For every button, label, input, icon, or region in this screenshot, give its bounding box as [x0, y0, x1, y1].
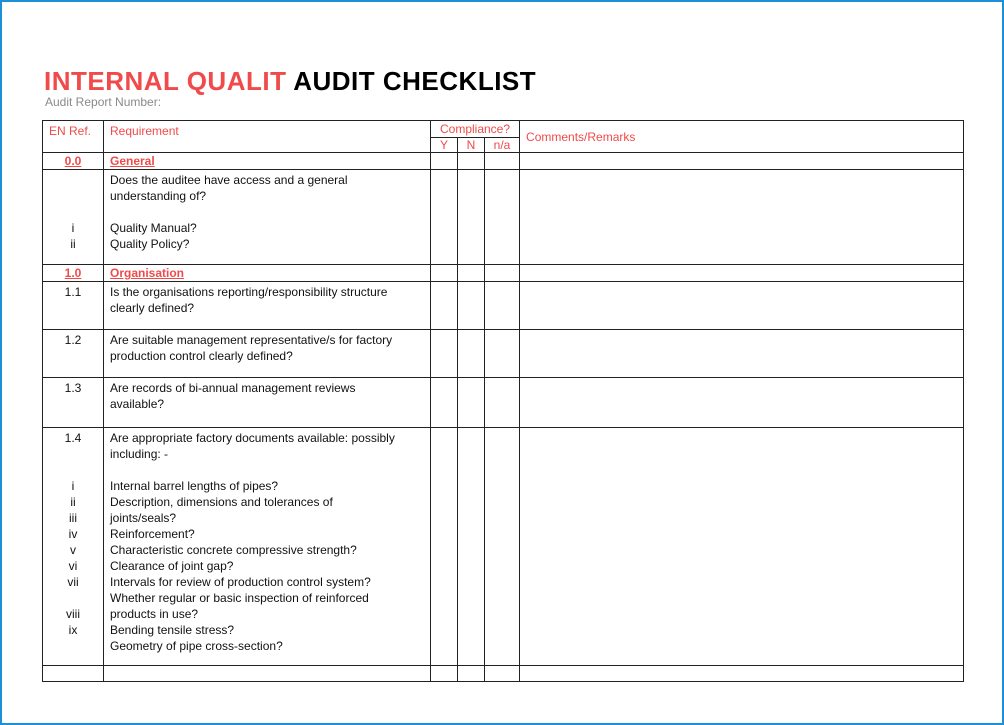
item-text: Reinforcement? — [110, 527, 195, 541]
section-number: 0.0 — [43, 153, 104, 170]
item-text: Quality Manual? — [110, 221, 197, 235]
comments-cell[interactable] — [520, 666, 964, 682]
check-cell-na[interactable] — [485, 378, 520, 428]
section-label: Organisation — [104, 265, 431, 282]
requirement-text: Is the organisations reporting/responsibility structure — [110, 285, 388, 299]
header-requirement: Requirement — [104, 121, 431, 153]
requirement-text: including: - — [110, 447, 169, 461]
check-cell-na[interactable] — [485, 428, 520, 666]
comments-cell[interactable] — [520, 265, 964, 282]
check-cell-na[interactable] — [485, 170, 520, 265]
comments-cell[interactable] — [520, 153, 964, 170]
check-cell-y[interactable] — [431, 428, 458, 666]
item-text: Bending tensile stress? — [110, 623, 235, 637]
check-cell-y[interactable] — [431, 153, 458, 170]
check-cell-y[interactable] — [431, 170, 458, 265]
item-text: Geometry of pipe cross-section? — [110, 639, 283, 653]
title-part-red: INTERNAL QUALIT — [44, 66, 287, 96]
row-ref: 1.3 — [43, 378, 104, 428]
item-text: joints/seals? — [110, 511, 177, 525]
row-ref: 1.1 — [43, 282, 104, 330]
header-y: Y — [431, 138, 458, 153]
item-ref: ii — [70, 237, 76, 251]
check-cell-na[interactable] — [485, 265, 520, 282]
check-cell-y[interactable] — [431, 330, 458, 378]
item-ref: vii — [67, 575, 79, 589]
item-text: Whether regular or basic inspection of reinforced — [110, 591, 369, 605]
section-row-organisation — [43, 265, 964, 282]
table-row — [43, 378, 964, 428]
check-cell-n[interactable] — [458, 170, 485, 265]
comments-cell[interactable] — [520, 428, 964, 666]
check-cell-na[interactable] — [485, 282, 520, 330]
item-text: Intervals for review of production control system? — [110, 575, 371, 589]
requirement-text: Are appropriate factory documents available: possibly — [110, 431, 395, 445]
page-title — [44, 66, 536, 97]
check-cell-n[interactable] — [458, 666, 485, 682]
table-row — [43, 428, 964, 666]
requirement-text: available? — [110, 397, 165, 411]
table-row-general-items — [43, 170, 964, 265]
row-ref: 1.4 — [64, 431, 82, 445]
requirement-text: production control clearly defined? — [110, 349, 293, 363]
item-ref: iv — [68, 527, 78, 541]
row-ref: 1.2 — [43, 330, 104, 378]
item-ref: viii — [66, 607, 80, 621]
comments-cell[interactable] — [520, 282, 964, 330]
requirement-text: Are suitable management representative/s for factory — [110, 333, 393, 347]
audit-report-number-label: Audit Report Number: — [45, 95, 162, 109]
comments-cell[interactable] — [520, 378, 964, 428]
check-cell-y[interactable] — [431, 265, 458, 282]
check-cell-n[interactable] — [458, 378, 485, 428]
header-n: N — [458, 138, 485, 153]
item-text: Internal barrel lengths of pipes? — [110, 479, 279, 493]
header-na: n/a — [485, 138, 520, 153]
item-ref: i — [71, 221, 75, 235]
check-cell-y[interactable] — [431, 282, 458, 330]
item-ref — [43, 590, 103, 606]
check-cell-n[interactable] — [458, 330, 485, 378]
check-cell-na[interactable] — [485, 330, 520, 378]
table-row — [43, 330, 964, 378]
item-text: Characteristic concrete compressive strength? — [110, 543, 357, 557]
check-cell-n[interactable] — [458, 153, 485, 170]
item-text: products in use? — [110, 607, 199, 621]
item-ref: ix — [68, 623, 78, 637]
item-text: Quality Policy? — [110, 237, 190, 251]
section-number: 1.0 — [43, 265, 104, 282]
header-en-ref: EN Ref. — [43, 121, 104, 153]
section-label: General — [104, 153, 431, 170]
comments-cell[interactable] — [520, 170, 964, 265]
check-cell-y[interactable] — [431, 378, 458, 428]
comments-cell[interactable] — [520, 330, 964, 378]
header-compliance: Compliance? — [431, 121, 520, 138]
check-cell-n[interactable] — [458, 282, 485, 330]
item-ref: vi — [68, 559, 78, 573]
requirement-text: Are records of bi-annual management reviews — [110, 381, 356, 395]
requirement-text: clearly defined? — [110, 301, 195, 315]
table-row — [43, 282, 964, 330]
requirement-cell[interactable] — [104, 666, 431, 682]
requirement-text: understanding of? — [110, 189, 207, 203]
check-cell-na[interactable] — [485, 153, 520, 170]
title-part-black: AUDIT CHECKLIST — [293, 66, 537, 96]
item-text: Clearance of joint gap? — [110, 559, 234, 573]
item-text: Description, dimensions and tolerances of — [110, 495, 333, 509]
item-ref: i — [71, 479, 75, 493]
requirement-text: Does the auditee have access and a general — [110, 173, 348, 187]
check-cell-n[interactable] — [458, 265, 485, 282]
item-ref: v — [70, 543, 76, 557]
check-cell-n[interactable] — [458, 428, 485, 666]
check-cell-y[interactable] — [431, 666, 458, 682]
section-row-general — [43, 153, 964, 170]
item-ref — [43, 638, 103, 654]
item-ref: iii — [69, 511, 77, 525]
table-row-empty — [43, 666, 964, 682]
header-comments: Comments/Remarks — [520, 121, 964, 153]
audit-checklist-table — [42, 120, 964, 682]
check-cell-na[interactable] — [485, 666, 520, 682]
item-ref: ii — [70, 495, 76, 509]
